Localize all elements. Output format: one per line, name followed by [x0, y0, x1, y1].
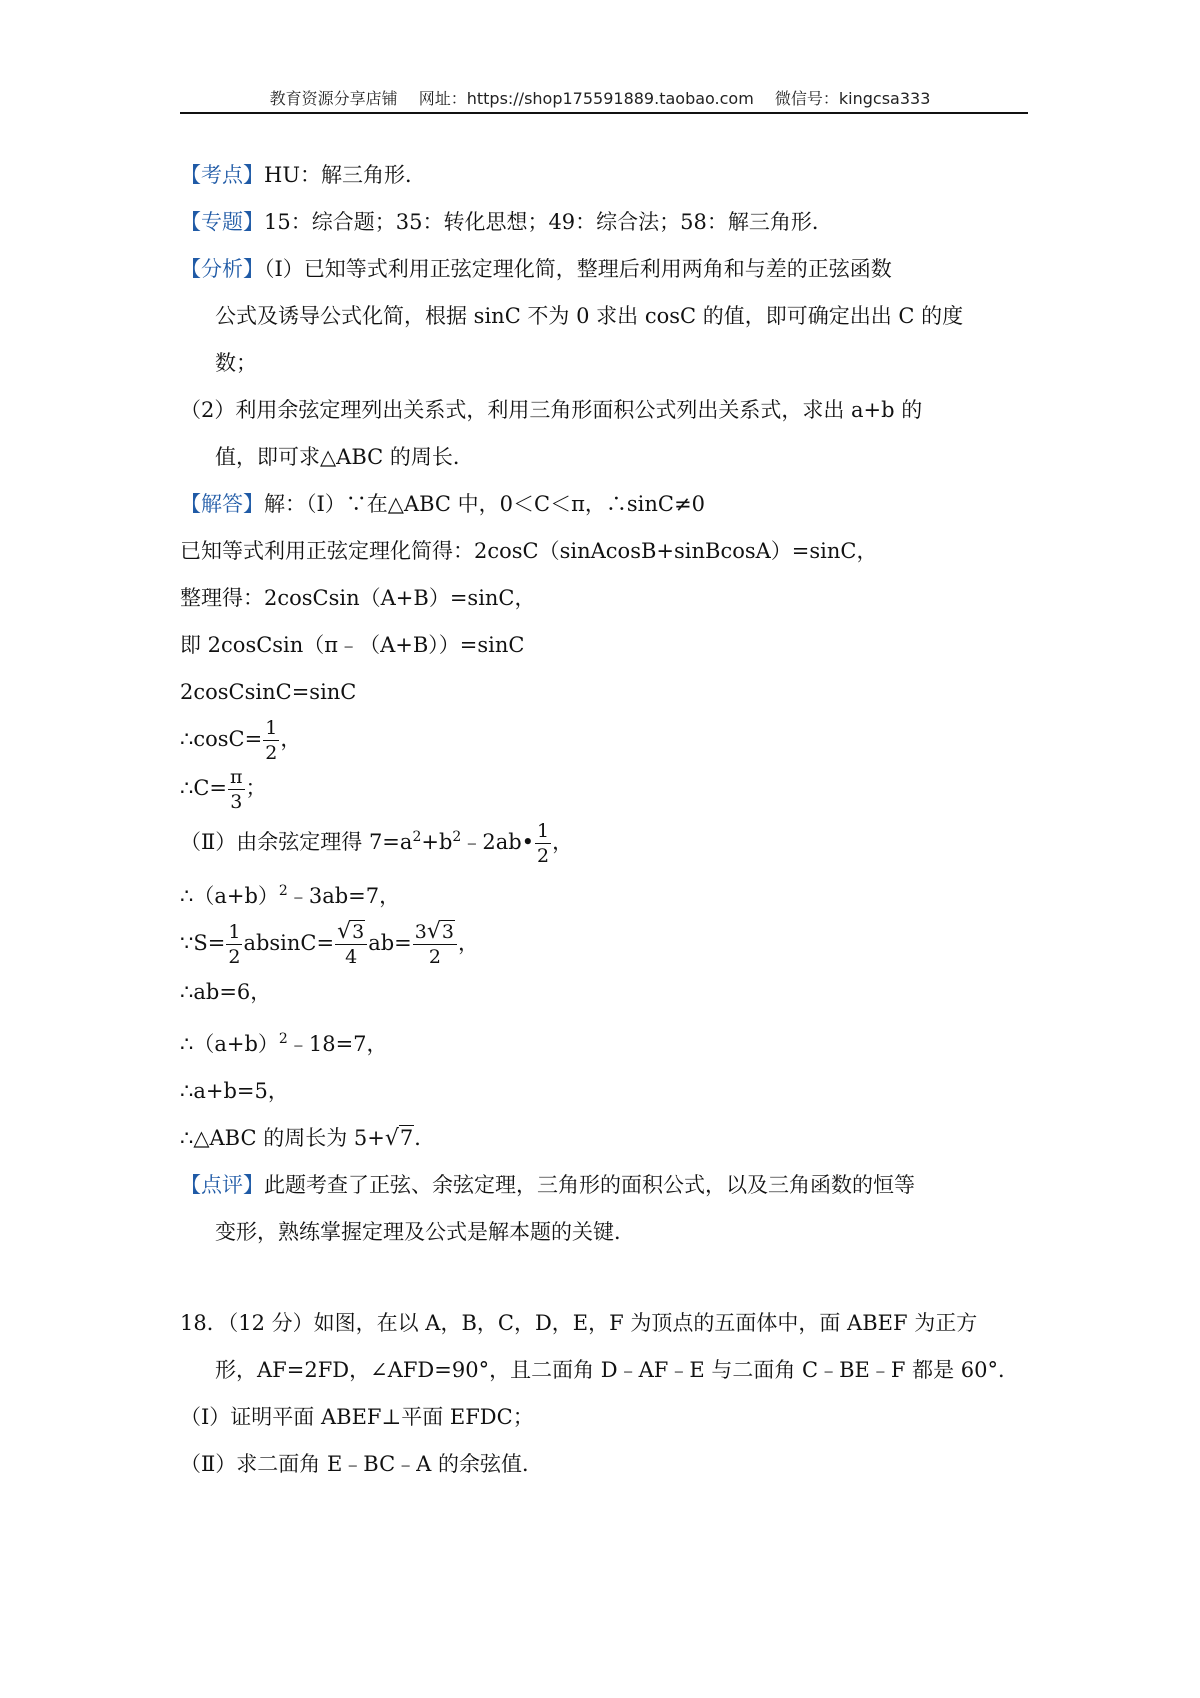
kaodian-tag: 【考点】: [180, 163, 264, 187]
question-18-line-1: 18．（12 分）如图，在以 A，B，C，D，E，F 为顶点的五面体中，面 ABEF 为正方: [180, 1311, 978, 1335]
fenxi-tag: 【分析】: [180, 257, 264, 281]
dianping-line-1: 【点评】此题考查了正弦、余弦定理，三角形的面积公式，以及三角函数的恒等: [180, 1173, 915, 1197]
step-8: $\therefore(a+b)^2﹣3ab=7$，: [180, 883, 401, 908]
page-header: [0, 86, 1200, 109]
question-18-line-2: 形，AF=2FD，∠AFD=90°，且二面角 D﹣AF﹣E 与二面角 C﹣BE﹣F 都是 60°．: [215, 1358, 1019, 1382]
step-4: 2cosCsinC=sinC: [180, 680, 357, 704]
header-url: 网址：https://shop175591889.taobao.com: [418, 89, 754, 108]
fenxi-line-3: 数；: [215, 351, 257, 375]
jieda-tag: 【解答】: [180, 492, 264, 516]
step-2: 整理得：2cosCsin（A+B）=sinC，: [180, 586, 536, 610]
step-9: ∵S= $\frac{1}{2}$ absinC= $\frac{√3}{4}$ ab= $\frac{3√3}{2}$ ，: [180, 919, 479, 968]
question-18-part-2: （Ⅱ）求二面角 E﹣BC﹣A 的余弦值．: [180, 1452, 544, 1476]
fraction-one-half: $\frac{1}{2}$: [228, 921, 241, 968]
step-13: ∴△ABC 的周长为 5+√7．: [180, 1115, 1030, 1162]
step-1: 已知等式利用正弦定理化简得：2cosC（sinAcosB+sinBcosA）=sinC，: [180, 539, 878, 563]
fraction-one-half: $\frac{1}{2}$: [537, 820, 550, 867]
fraction-pi-third: $\frac{\pi}{3}$: [230, 766, 243, 813]
zhuanti-line: 【专题】15：综合题；35：转化思想；49：综合法；58：解三角形．: [180, 210, 833, 234]
fraction-one-half: $\frac{1}{2}$: [265, 717, 278, 764]
step-5: ∴cosC= $\frac{1}{2}$ ，: [180, 717, 302, 764]
fenxi-line-2: 公式及诱导公式化简，根据 sinC 不为 0 求出 cosC 的值，即可确定出出 C 的度: [215, 304, 964, 328]
step-12: ∴a+b=5，: [180, 1079, 289, 1103]
question-18-part-1: （Ⅰ）证明平面 ABEF⊥平面 EFDC；: [180, 1405, 534, 1429]
fenxi-line-1: 【分析】（Ⅰ）已知等式利用正弦定理化简，整理后利用两角和与差的正弦函数: [180, 257, 892, 281]
fraction-sqrt3-over-4: $\frac{√3}{4}$: [335, 920, 367, 969]
dianping-tag: 【点评】: [180, 1173, 264, 1197]
kaodian-line: 【考点】HU：解三角形．: [180, 163, 427, 187]
header-rule: [180, 112, 1028, 114]
header-shop: 教育资源分享店铺: [269, 89, 398, 108]
dianping-line-2: 变形，熟练掌握定理及公式是解本题的关键．: [215, 1220, 635, 1244]
sqrt-seven: √7: [384, 1126, 414, 1151]
fenxi2-line-2: 值，即可求△ABC 的周长．: [215, 445, 474, 469]
step-7: （Ⅱ）由余弦定理得 $7=a^2+b^2﹣2ab•$ $\frac{1}{2}$ ，: [180, 820, 574, 867]
solution-content: [180, 152, 1030, 1488]
step-11: $\therefore(a+b)^2﹣18=7$，: [180, 1031, 388, 1056]
header-wechat: 微信号：kingcsa333: [774, 89, 931, 108]
fraction-3sqrt3-over-2: $\frac{3√3}{2}$: [413, 920, 457, 969]
jieda-line: 【解答】解：（Ⅰ）∵在△ABC 中，0＜C＜π，∴sinC≠0: [180, 492, 705, 516]
zhuanti-tag: 【专题】: [180, 210, 264, 234]
step-6: ∴C= $\frac{\pi}{3}$ ；: [180, 766, 267, 813]
fenxi2-line-1: （2）利用余弦定理列出关系式，利用三角形面积公式列出关系式，求出 a+b 的: [180, 398, 923, 422]
step-3: 即 2cosCsin（π﹣（A+B））=sinC: [180, 633, 525, 657]
step-10: ∴ab=6，: [180, 980, 272, 1004]
